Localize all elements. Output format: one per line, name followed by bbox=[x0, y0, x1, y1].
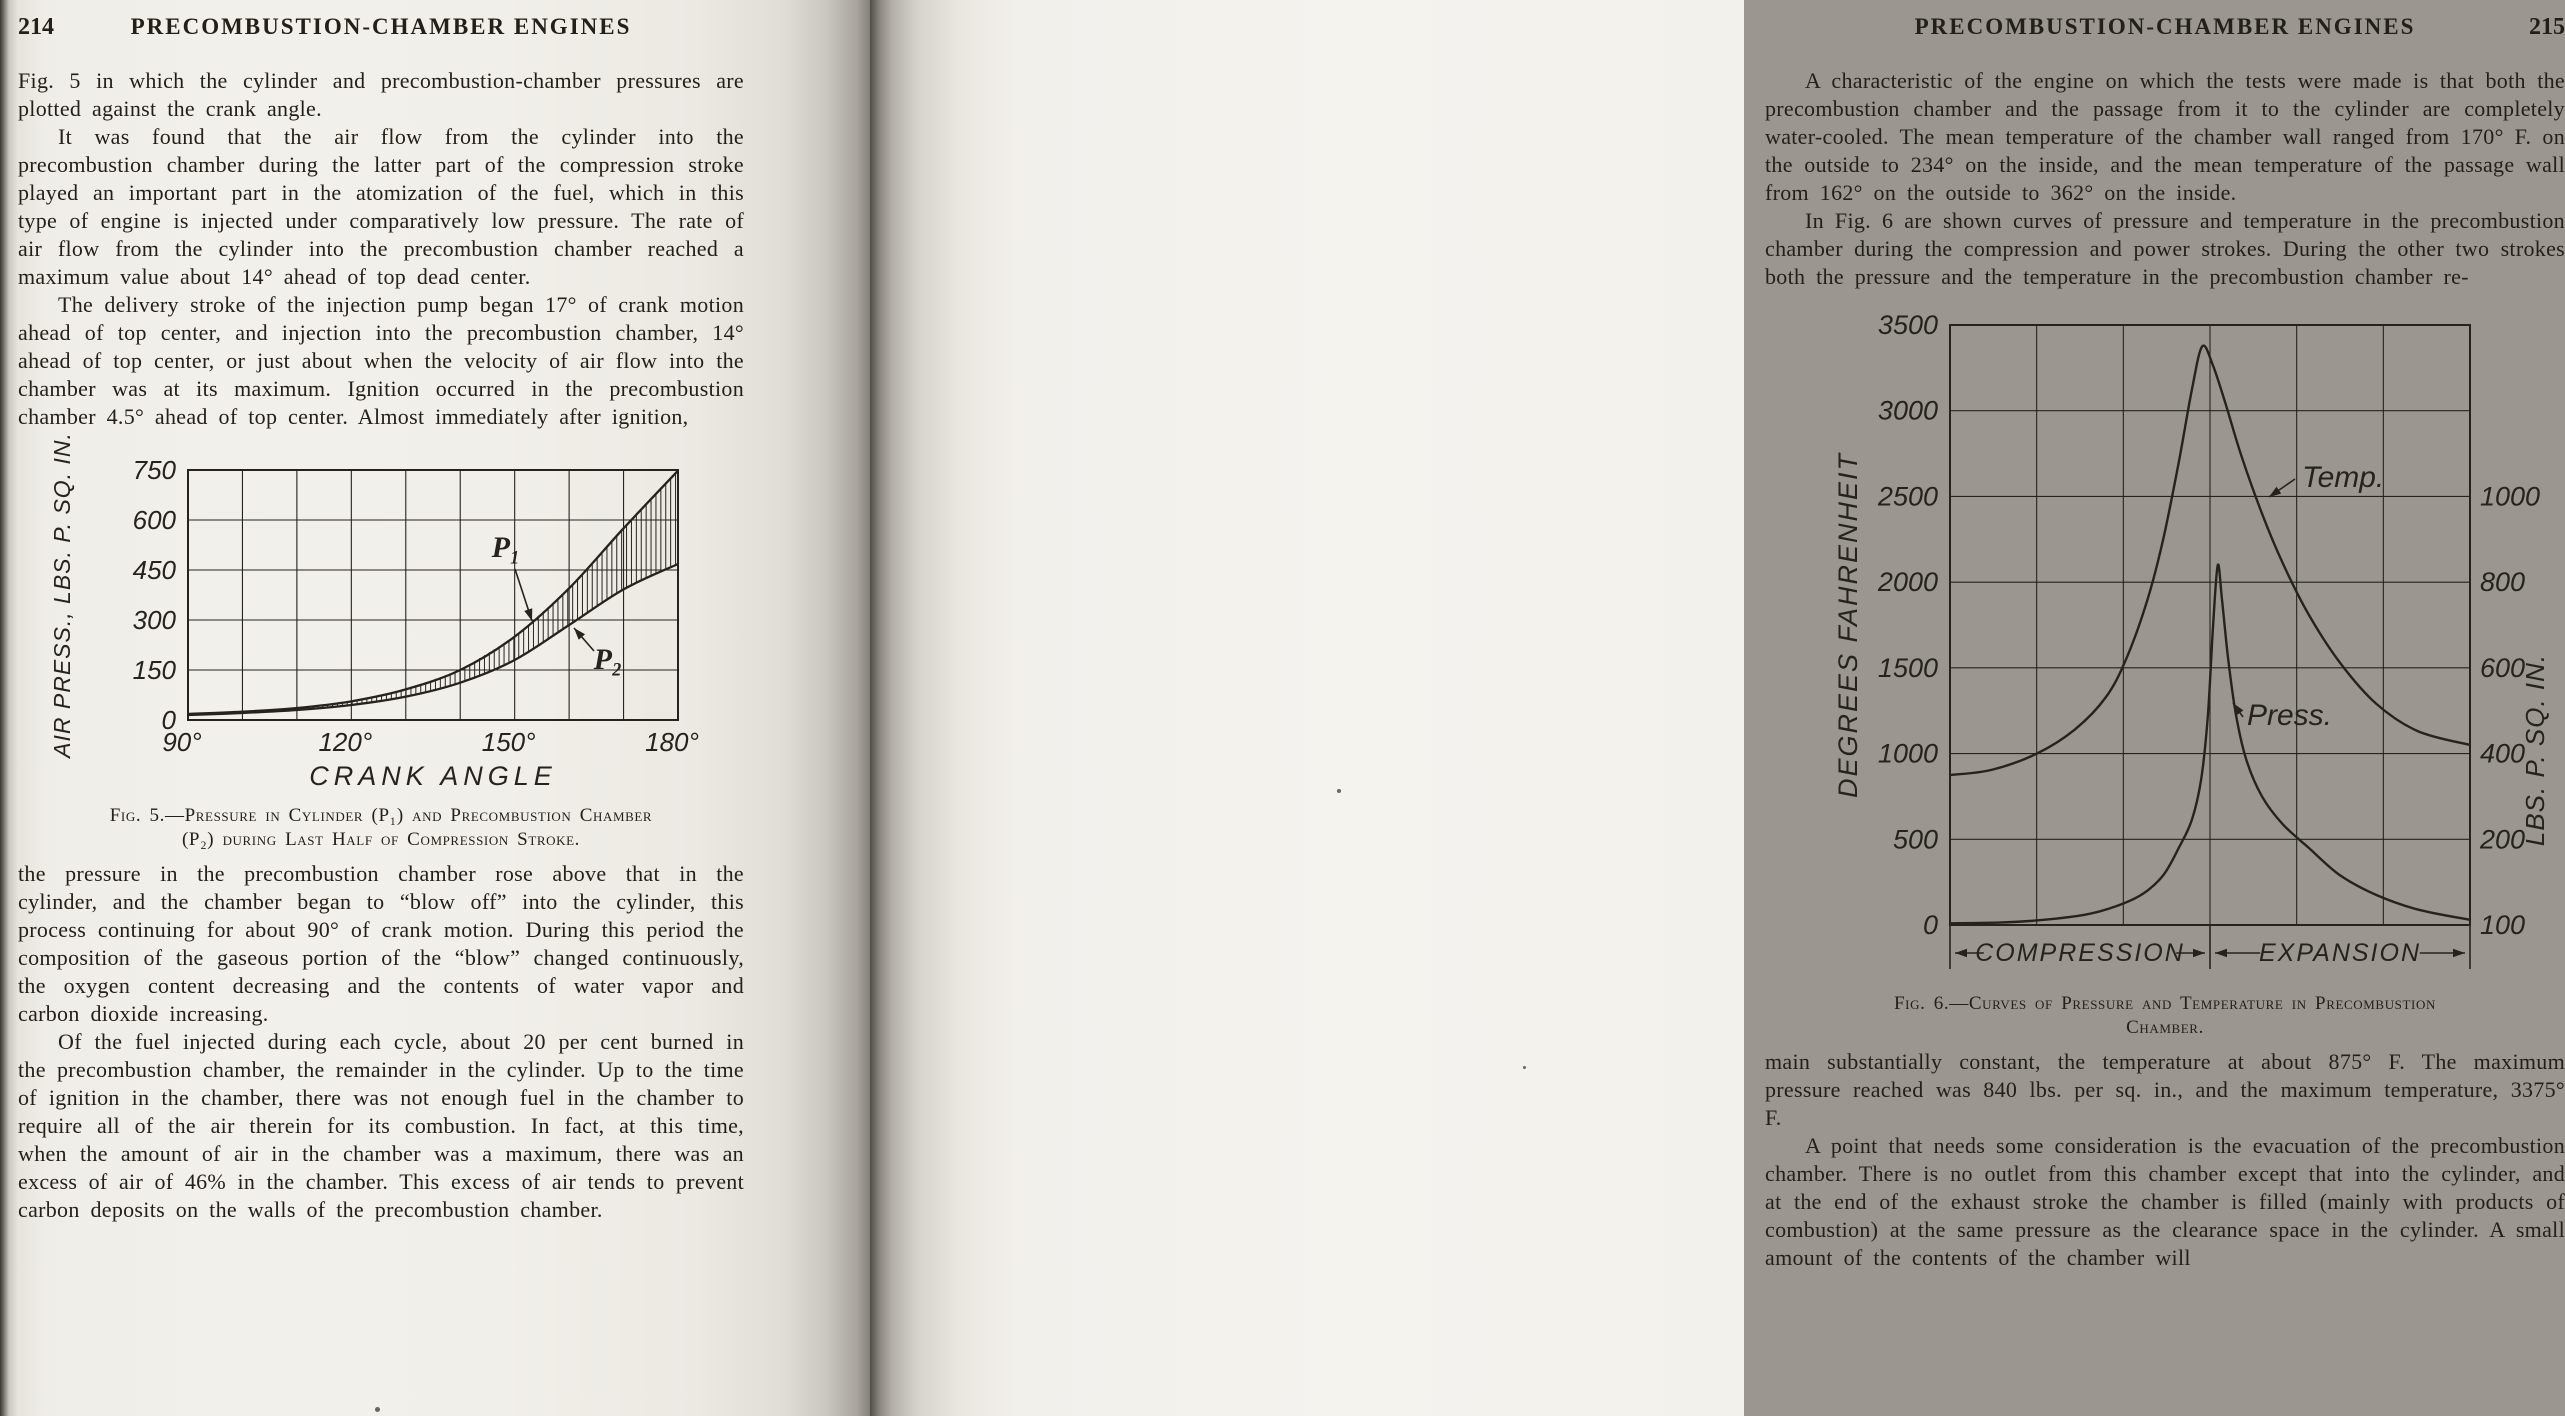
svg-text:P₁: P₁ bbox=[491, 531, 521, 564]
svg-text:DEGREES FAHRENHEIT: DEGREES FAHRENHEIT bbox=[1833, 451, 1863, 799]
svg-text:750: 750 bbox=[132, 455, 176, 485]
paragraph: A point that needs some consideration is the evacuation of the precombustion chamber. There is no outlet from this chamber except that into the cylinder, and at the end of the exhaust stroke the chamber is filled (mainly with products of combustion) at the same pressure as the clearance space in the cylinder. A small amount of the contents of the chamber will bbox=[1765, 1133, 2565, 1270]
svg-text:800: 800 bbox=[2480, 567, 2526, 598]
running-head-title-left: PRECOMBUSTION-CHAMBER ENGINES bbox=[130, 14, 632, 39]
paragraph: main substantially constant, the temperature at about 875° F. The maximum pressure reached was 840 lbs. per sq. in., and the maximum temperature, 3375° F. bbox=[1765, 1049, 2565, 1130]
figure-6 bbox=[1765, 305, 2565, 1040]
svg-text:150: 150 bbox=[132, 655, 176, 685]
svg-text:100: 100 bbox=[2480, 910, 2526, 940]
fig5-caption-line2: (P₂) during Last Half of Compression Stroke. bbox=[181, 829, 581, 850]
paragraph: Fig. 5 in which the cylinder and precombustion-chamber pressures are plotted against the crank angle. bbox=[18, 68, 744, 121]
svg-text:450: 450 bbox=[132, 555, 176, 585]
svg-text:COMPRESSION: COMPRESSION bbox=[1975, 939, 2185, 967]
page-number-214: 214 bbox=[18, 14, 54, 40]
fig6-caption bbox=[1765, 992, 2565, 1040]
page-215 bbox=[870, 0, 2565, 1416]
svg-text:200: 200 bbox=[2480, 824, 2526, 855]
page-215-column bbox=[1765, 14, 2565, 1272]
svg-text:Temp.: Temp. bbox=[2302, 461, 2385, 494]
paragraph: the pressure in the precombustion chamber rose above that in the cylinder, and the chamber began to “blow off” into the cylinder, this process continuing for about 90° of crank motion. During this period the composition of the gaseous portion of the “blow” changed continuously, the oxygen content decreasing and the contents of water vapor and carbon dioxide increasing. bbox=[18, 861, 744, 1026]
svg-text:AIR PRESS., LBS. P. SQ. IN.: AIR PRESS., LBS. P. SQ. IN. bbox=[49, 432, 75, 758]
paragraph: In Fig. 6 are shown curves of pressure and temperature in the precombustion chamber during the compression and power strokes. During the other two strokes both the pressure and the temperature in the precombustion chamber re- bbox=[1765, 208, 2565, 289]
fig6-chart bbox=[1765, 305, 2565, 984]
svg-text:3000: 3000 bbox=[1877, 395, 1938, 426]
svg-text:0: 0 bbox=[161, 705, 176, 735]
svg-text:300: 300 bbox=[132, 605, 176, 635]
svg-text:400: 400 bbox=[2480, 738, 2526, 769]
svg-text:1000: 1000 bbox=[1877, 738, 1938, 769]
fig6-caption-line1: Fig. 6.—Curves of Pressure and Temperature in Precombustion bbox=[1894, 993, 2436, 1014]
running-head-right bbox=[1765, 14, 2565, 41]
svg-text:150°: 150° bbox=[481, 727, 536, 757]
svg-text:P₂: P₂ bbox=[593, 643, 623, 676]
svg-text:0: 0 bbox=[1922, 910, 1938, 940]
svg-text:Press.: Press. bbox=[2247, 699, 2333, 732]
page-number-215: 215 bbox=[2529, 14, 2565, 40]
figure-5 bbox=[18, 432, 744, 852]
svg-text:CRANK ANGLE: CRANK ANGLE bbox=[309, 761, 557, 791]
svg-text:1000: 1000 bbox=[2480, 481, 2541, 512]
svg-text:500: 500 bbox=[1892, 824, 1938, 855]
paragraph: It was found that the air flow from the cylinder into the precombustion chamber during the latter part of the compression stroke played an important part in the atomization of the fuel, which in this type of engine is injected under comparatively low pressure. The rate of air flow from the cylinder into the precombustion chamber reached a maximum value about 14° ahead of top dead center. bbox=[18, 124, 744, 289]
svg-text:180°: 180° bbox=[645, 727, 699, 757]
svg-text:2000: 2000 bbox=[1877, 567, 1938, 598]
fig5-caption-line1: Fig. 5.—Pressure in Cylinder (P₁) and Precombustion Chamber bbox=[109, 805, 653, 826]
paper-speck bbox=[1523, 1066, 1526, 1069]
running-head-left bbox=[18, 14, 744, 41]
svg-text:90°: 90° bbox=[162, 727, 202, 757]
svg-text:2500: 2500 bbox=[1877, 481, 1938, 512]
svg-text:EXPANSION: EXPANSION bbox=[2258, 939, 2422, 967]
svg-text:600: 600 bbox=[132, 505, 176, 535]
svg-text:3500: 3500 bbox=[1877, 310, 1938, 340]
svg-text:600: 600 bbox=[2480, 652, 2526, 683]
fig5-chart bbox=[18, 432, 744, 796]
svg-text:1500: 1500 bbox=[1877, 652, 1938, 683]
fig6-caption-line2: Chamber. bbox=[2126, 1017, 2204, 1038]
paper-speck bbox=[375, 1407, 380, 1412]
svg-text:120°: 120° bbox=[318, 727, 373, 757]
paper-speck bbox=[1337, 789, 1341, 793]
page-214-column bbox=[18, 14, 744, 1224]
fig5-caption bbox=[18, 804, 744, 852]
paragraph: A characteristic of the engine on which the tests were made is that both the precombustion chamber and the passage from it to the cylinder are completely water-cooled. The mean temperature of the chamber wall ranged from 170° F. on the outside to 234° on the inside, and the mean temperature of the passage wall from 162° on the outside to 362° on the inside. bbox=[1765, 68, 2565, 205]
paragraph: Of the fuel injected during each cycle, about 20 per cent burned in the precombustion chamber, the remainder in the cylinder. Up to the time of ignition in the chamber, there was not enough fuel in the chamber to require all of the air therein for its combustion. In fact, at this time, when the amount of air in the chamber was a maximum, there was an excess of air of 46% in the chamber. This excess of air tends to prevent carbon deposits on the walls of the precombustion chamber. bbox=[18, 1029, 744, 1222]
svg-text:LBS. P. SQ. IN.: LBS. P. SQ. IN. bbox=[2520, 653, 2550, 847]
page-214 bbox=[0, 0, 870, 1416]
running-head-title-right: PRECOMBUSTION-CHAMBER ENGINES bbox=[1914, 14, 2416, 39]
paragraph: The delivery stroke of the injection pump began 17° of crank motion ahead of top center, and injection into the precombustion chamber, 14° ahead of top center, or just about when the velocity of air flow into the chamber was at its maximum. Ignition occurred in the precombustion chamber 4.5° ahead of top center. Almost immediately after ignition, bbox=[18, 292, 744, 429]
